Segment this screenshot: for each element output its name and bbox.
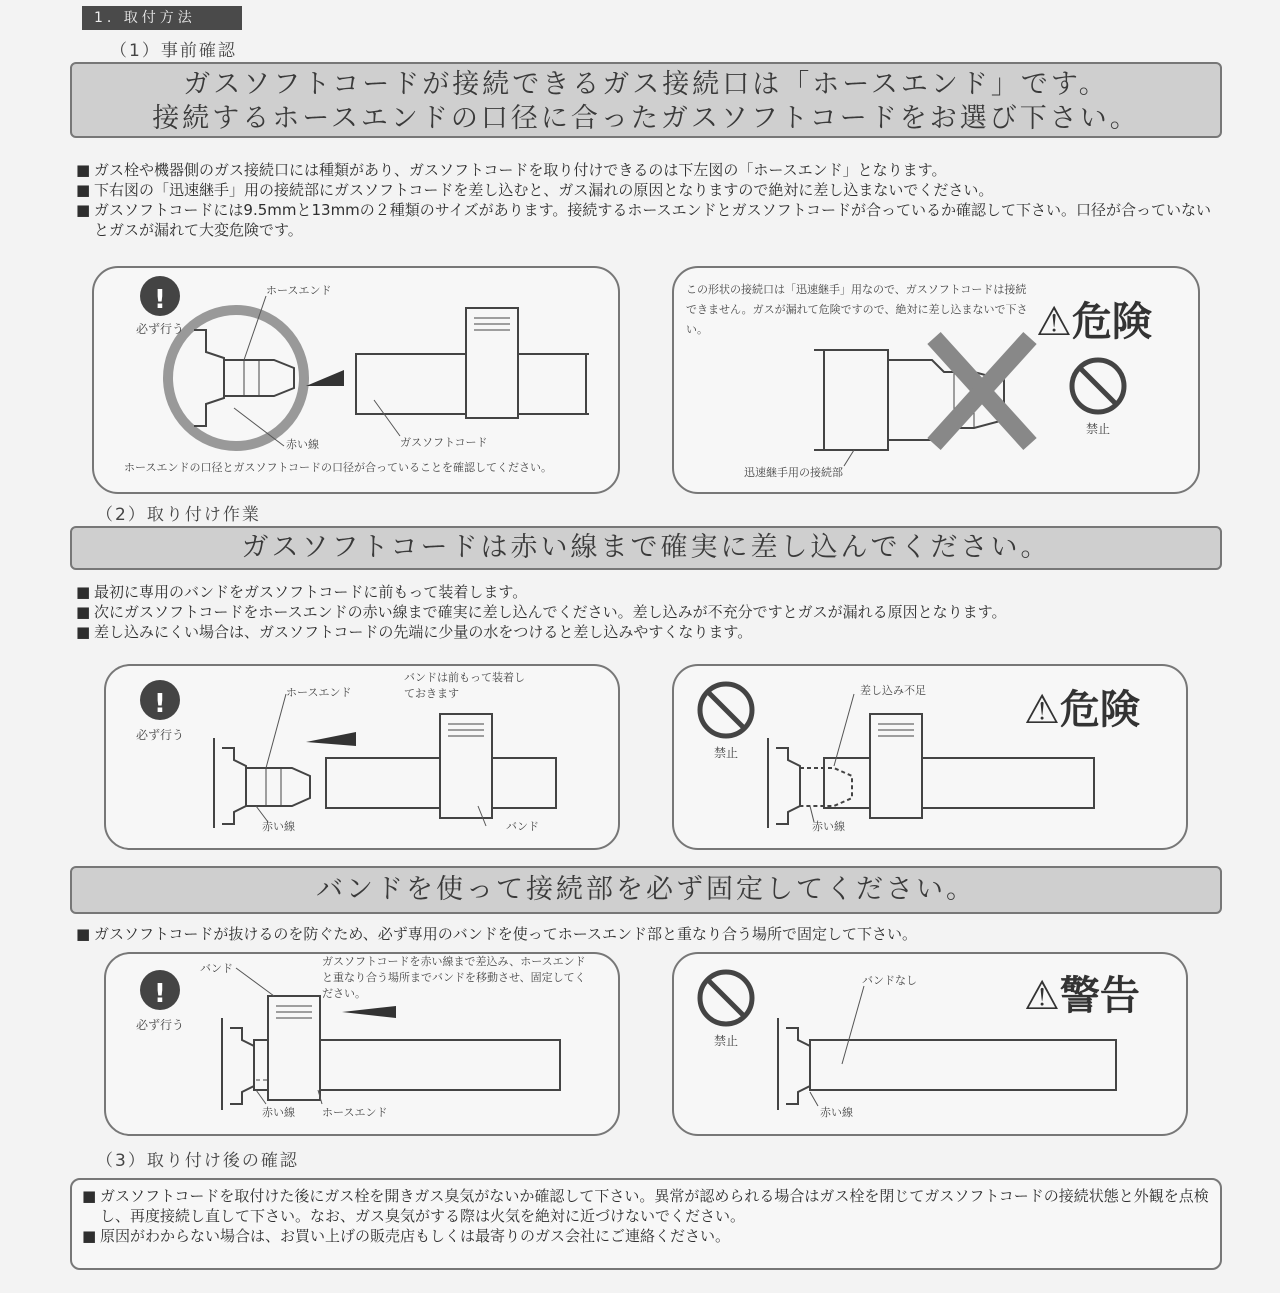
step2-bullet-1: ■ 最初に専用のバンドをガスソフトコードに前もって装着します。 [76, 582, 1226, 602]
insert-cord-diagram [106, 666, 622, 852]
panel-hose-end-check [92, 266, 620, 494]
step1-banner [70, 62, 1222, 138]
step3-box [70, 1178, 1222, 1270]
step1-banner-line1: ガスソフトコードが接続できるガス接続口は「ホースエンド」です。 [183, 69, 1109, 100]
hose-end-label: ホースエンド [322, 1106, 388, 1119]
red-line-label: 赤い線 [286, 438, 319, 451]
svg-text:!: ! [154, 285, 166, 315]
red-line-label: 赤い線 [262, 1106, 295, 1119]
panel-fix-band [104, 952, 620, 1136]
prohibit-label: 禁止 [713, 1034, 738, 1048]
band-label: バンド [200, 962, 233, 975]
step1-bullet-3: ■ ガスソフトコードには9.5mmと13mmの２種類のサイズがあります。接続するホースエンドとガスソフトコードが合っているか確認して下さい。口径が合っていないとガスが漏れて大変危険です。 [76, 200, 1226, 240]
step2b-banner: バンドを使って接続部を必ず固定してください。 [70, 866, 1222, 914]
hose-end-label: ホースエンド [286, 686, 352, 699]
prohibit-label: 禁止 [1085, 422, 1110, 436]
band-note: バンドは前もって装着しておきます [404, 671, 525, 700]
section-tag: 1. 取付方法 [82, 6, 242, 30]
step2-bullet-2: ■ 次にガスソフトコードをホースエンドの赤い線まで確実に差し込んでください。差し込みが不充分ですとガスが漏れる原因となります。 [76, 602, 1226, 622]
danger-label: ⚠危険 [1036, 299, 1152, 345]
panel-insufficient-danger [672, 664, 1188, 850]
red-line-label: 赤い線 [262, 820, 295, 833]
panel-insert-cord [104, 664, 620, 850]
svg-text:!: ! [154, 689, 166, 719]
hose-end-label: ホースエンド [266, 284, 332, 297]
step3-heading: （3）取り付け後の確認 [96, 1151, 299, 1171]
no-band-label: バンドなし [862, 974, 917, 987]
svg-text:!: ! [154, 979, 166, 1009]
step1-bullet-1: ■ ガス栓や機器側のガス接続口には種類があり、ガスソフトコードを取り付けできるのは下左図の「ホースエンド」となります。 [76, 160, 1226, 180]
step3-bullet-1: ■ ガスソフトコードを取付けた後にガス栓を開きガス臭気がないか確認して下さい。異常が認められる場合はガス栓を閉じてガスソフトコードの接続状態と外観を点検し、再度接続し直して下さい。なお、ガス臭気がする際は火気を絶対に近づけないでください。 [82, 1186, 1210, 1226]
step1-banner-line2: 接続するホースエンドの口径に合ったガスソフトコードをお選び下さい。 [152, 103, 1140, 134]
step2b-bullets [76, 924, 1226, 944]
panel-no-band-warning [672, 952, 1188, 1136]
red-line-label: 赤い線 [812, 820, 845, 833]
step2b-bullet-1: ■ ガスソフトコードが抜けるのを防ぐため、必ず専用のバンドを使ってホースエンド部と重なり合う場所で固定して下さい。 [76, 924, 1226, 944]
cord-label: ガスソフトコード [400, 436, 488, 449]
fitting-label: 迅速継手用の接続部 [744, 466, 843, 479]
prohibit-label: 禁止 [713, 746, 738, 760]
must-do-label: 必ず行う [135, 728, 184, 742]
step1-bullets [76, 160, 1226, 240]
danger-label: ⚠危険 [1024, 687, 1140, 733]
step2-bullets [76, 582, 1226, 642]
fix-band-note: ガスソフトコードを赤い線まで差込み、ホースエンドと重なり合う場所までバンドを移動させ、固定してください。 [322, 955, 586, 1000]
must-do-label: 必ず行う [135, 322, 184, 336]
band-label: バンド [506, 820, 539, 833]
hose-end-note: ホースエンドの口径とガスソフトコードの口径が合っていることを確認してください。 [124, 461, 553, 474]
warning-label: ⚠警告 [1024, 973, 1140, 1019]
insufficient-label: 差し込み不足 [860, 684, 926, 697]
step1-bullet-2: ■ 下右図の「迅速継手」用の接続部にガスソフトコードを差し込むと、ガス漏れの原因となりますので絶対に差し込まないでください。 [76, 180, 1226, 200]
panel-quick-coupling-danger [672, 266, 1200, 494]
quick-coupling-note: この形状の接続口は「迅速継手」用なので、ガスソフトコードは接続できません。ガスが漏れて危険ですので、絶対に差し込まないで下さい。 [686, 283, 1028, 336]
step2-heading: （2）取り付け作業 [96, 505, 261, 525]
step3-bullet-2: ■ 原因がわからない場合は、お買い上げの販売店もしくは最寄りのガス会社にご連絡ください。 [82, 1226, 1210, 1246]
step1-heading: （1）事前確認 [110, 41, 237, 61]
must-do-label: 必ず行う [135, 1018, 184, 1032]
step2-bullet-3: ■ 差し込みにくい場合は、ガスソフトコードの先端に少量の水をつけると差し込みやすくなります。 [76, 622, 1226, 642]
step2-banner: ガスソフトコードは赤い線まで確実に差し込んでください。 [70, 526, 1222, 570]
red-line-label: 赤い線 [820, 1106, 853, 1119]
